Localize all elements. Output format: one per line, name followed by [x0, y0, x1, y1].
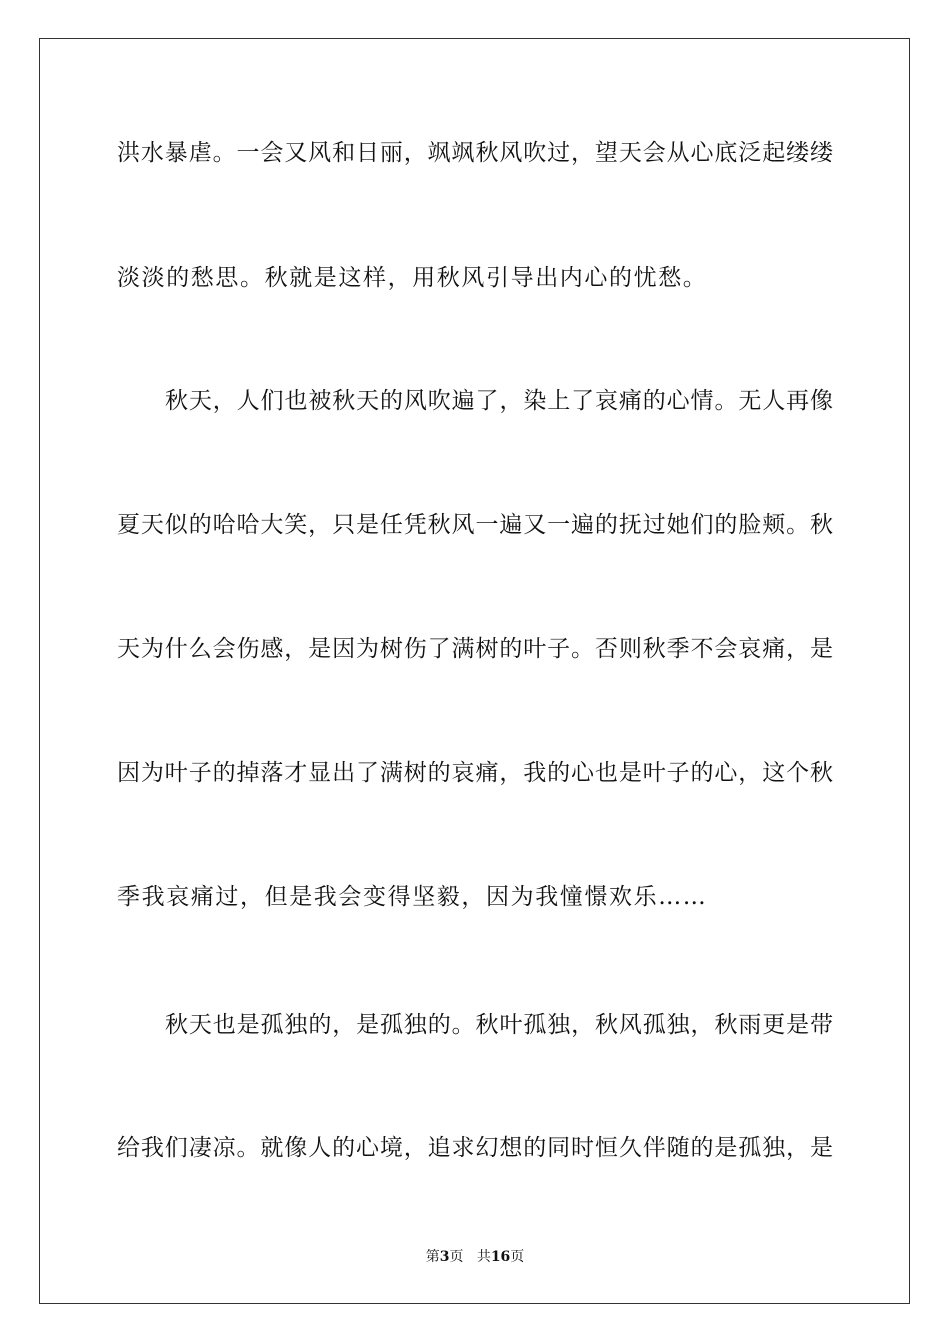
- text-line-9: 给我们凄凉。就像人的心境，追求幻想的同时恒久伴随的是孤独，是: [117, 1135, 833, 1161]
- footer-prefix: 第: [425, 1249, 440, 1265]
- text-line-6: 因为叶子的掉落才显出了满树的哀痛，我的心也是叶子的心，这个秋: [117, 760, 833, 786]
- footer-total-suffix: 页: [510, 1249, 525, 1265]
- text-line-3: 秋天，人们也被秋天的风吹遍了，染上了哀痛的心情。无人再像: [165, 388, 833, 414]
- text-line-1: 洪水暴虐。一会又风和日丽，飒飒秋风吹过，望天会从心底泛起缕缕: [117, 140, 833, 166]
- total-pages-number: 16: [490, 1249, 511, 1265]
- footer-page-suffix: 页: [449, 1249, 464, 1265]
- text-line-7: 季我哀痛过，但是我会变得坚毅，因为我憧憬欢乐……: [117, 884, 708, 910]
- text-line-5: 天为什么会伤感，是因为树伤了满树的叶子。否则秋季不会哀痛，是: [117, 636, 833, 662]
- current-page-number: 3: [439, 1249, 450, 1265]
- text-line-4: 夏天似的哈哈大笑，只是任凭秋风一遍又一遍的抚过她们的脸颊。秋: [117, 512, 833, 538]
- text-line-2: 淡淡的愁思。秋就是这样，用秋风引导出内心的忧愁。: [117, 265, 708, 291]
- footer-total-prefix: 共: [476, 1249, 491, 1265]
- page-footer: [0, 1248, 950, 1266]
- text-line-8: 秋天也是孤独的，是孤独的。秋叶孤独，秋风孤独，秋雨更是带: [165, 1012, 833, 1038]
- page-frame: [39, 38, 910, 1304]
